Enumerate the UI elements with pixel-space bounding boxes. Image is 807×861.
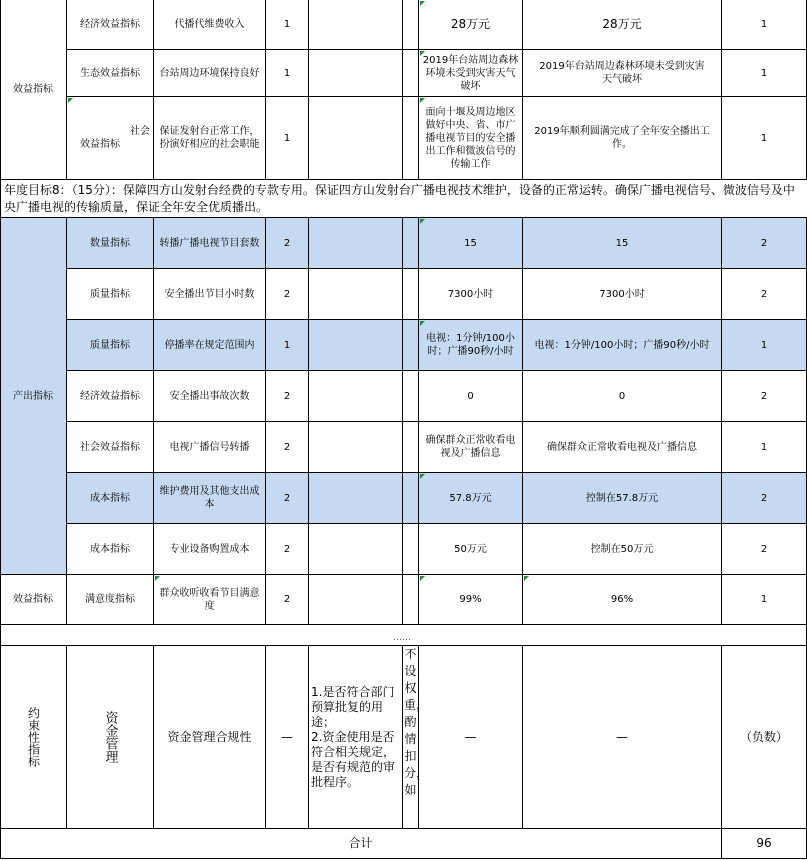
target-value: 0 bbox=[467, 390, 474, 402]
annual-goal-8[interactable] bbox=[0, 180, 807, 218]
indicator-cell[interactable] bbox=[154, 0, 266, 50]
constraint-category-label: 约束性指标 bbox=[26, 707, 41, 767]
final-score-value: 1 bbox=[760, 132, 768, 144]
indicator-cell[interactable] bbox=[154, 473, 266, 524]
target-value: 电视：1分钟/100小时；广播90秒/小时 bbox=[426, 333, 515, 357]
final-score-value: 2 bbox=[760, 390, 768, 402]
score-cell[interactable] bbox=[266, 473, 309, 524]
actual-value: 15 bbox=[615, 237, 629, 249]
sub-indicator-label: 满意度指标 bbox=[85, 594, 135, 605]
score-cell[interactable] bbox=[266, 269, 309, 320]
target-cell[interactable] bbox=[419, 524, 523, 575]
final-score-value: 1 bbox=[760, 441, 768, 453]
score-cell[interactable] bbox=[266, 422, 309, 473]
actual-cell[interactable] bbox=[523, 0, 722, 50]
sub-indicator-cell[interactable] bbox=[67, 371, 154, 422]
comment-marker-icon bbox=[420, 98, 425, 103]
weight-cell[interactable] bbox=[403, 50, 419, 97]
comment-marker-icon bbox=[420, 1, 425, 6]
comment-marker-icon bbox=[420, 321, 425, 326]
score-value: 2 bbox=[283, 441, 291, 453]
criteria-cell[interactable] bbox=[309, 422, 403, 473]
final-score-cell[interactable] bbox=[722, 0, 807, 50]
sub-indicator-cell[interactable] bbox=[67, 97, 154, 180]
comment-marker-icon bbox=[420, 51, 425, 56]
weight-cell[interactable] bbox=[403, 218, 419, 269]
actual-value: 2019年顺利圆满完成了全年安全播出工作。 bbox=[534, 126, 710, 150]
target-value: 28万元 bbox=[450, 17, 491, 31]
indicator-cell[interactable] bbox=[154, 575, 266, 625]
constraint-weight-cell[interactable] bbox=[403, 646, 429, 829]
target-cell[interactable] bbox=[419, 269, 523, 320]
indicator-label: 维护费用及其他支出成本 bbox=[159, 486, 260, 510]
indicator-cell[interactable] bbox=[154, 524, 266, 575]
total-label-cell[interactable] bbox=[0, 829, 722, 859]
indicator-cell[interactable] bbox=[154, 269, 266, 320]
category-cell[interactable] bbox=[0, 575, 67, 625]
actual-cell[interactable] bbox=[523, 50, 722, 97]
final-score-value: 1 bbox=[760, 19, 768, 30]
category-cell[interactable] bbox=[0, 0, 67, 180]
score-cell[interactable] bbox=[266, 0, 309, 50]
target-value: 确保群众正常收看电视及广播信息 bbox=[425, 435, 516, 459]
final-score-value: 2 bbox=[760, 492, 768, 504]
sub-indicator-cell[interactable] bbox=[67, 422, 154, 473]
constraint-weight-text: 不设权重，酌情扣分，如 bbox=[404, 647, 429, 797]
constraint-final-cell[interactable] bbox=[722, 646, 807, 829]
criteria-cell[interactable] bbox=[309, 97, 403, 180]
table-left-border bbox=[0, 0, 1, 859]
score-cell[interactable] bbox=[266, 97, 309, 180]
sub-indicator-label: 成本指标 bbox=[90, 492, 130, 504]
indicator-cell[interactable] bbox=[154, 422, 266, 473]
final-score-cell[interactable] bbox=[722, 50, 807, 97]
constraint-criteria-cell[interactable] bbox=[309, 646, 403, 829]
constraint-score-value: — bbox=[281, 729, 293, 744]
weight-cell[interactable] bbox=[403, 422, 419, 473]
actual-value: 0 bbox=[618, 390, 626, 402]
category-label: 效益指标 bbox=[13, 594, 53, 605]
actual-cell[interactable] bbox=[523, 575, 722, 625]
category-label: 效益指标 bbox=[13, 84, 53, 95]
indicator-cell[interactable] bbox=[154, 371, 266, 422]
final-score-value: 2 bbox=[760, 543, 768, 555]
score-cell[interactable] bbox=[266, 320, 309, 371]
target-value: 50万元 bbox=[454, 543, 487, 555]
target-value: 99% bbox=[459, 594, 482, 605]
weight-cell[interactable] bbox=[403, 524, 419, 575]
actual-cell[interactable] bbox=[523, 422, 722, 473]
actual-value: 电视：1分钟/100小时；广播90秒/小时 bbox=[534, 339, 710, 351]
target-cell[interactable] bbox=[419, 97, 523, 180]
target-cell[interactable] bbox=[419, 320, 523, 371]
sub-indicator-label: 生态效益指标 bbox=[80, 67, 140, 79]
comment-marker-icon bbox=[524, 576, 529, 581]
indicator-label: 转播广播电视节目套数 bbox=[159, 237, 260, 249]
sub-indicator-cell[interactable] bbox=[67, 50, 154, 97]
indicator-label: 台站周边环境保持良好 bbox=[159, 67, 260, 79]
criteria-cell[interactable] bbox=[309, 320, 403, 371]
constraint-score-cell[interactable] bbox=[266, 646, 309, 829]
constraint-sub-cell[interactable] bbox=[67, 646, 154, 829]
sub-indicator-cell[interactable] bbox=[67, 473, 154, 524]
actual-value: 控制在50万元 bbox=[590, 543, 654, 555]
sub-indicator-label: 质量指标 bbox=[90, 288, 130, 300]
criteria-cell[interactable] bbox=[309, 575, 403, 625]
actual-cell[interactable] bbox=[523, 97, 722, 180]
constraint-target-cell[interactable] bbox=[419, 646, 523, 829]
weight-cell[interactable] bbox=[403, 0, 419, 50]
sub-indicator-cell[interactable] bbox=[67, 320, 154, 371]
final-score-cell[interactable] bbox=[722, 371, 807, 422]
indicator-cell[interactable] bbox=[154, 50, 266, 97]
comment-marker-icon bbox=[420, 219, 425, 224]
total-value: 96 bbox=[756, 836, 772, 850]
actual-value: 28万元 bbox=[602, 17, 642, 31]
actual-cell[interactable] bbox=[523, 473, 722, 524]
weight-cell[interactable] bbox=[403, 97, 419, 180]
comment-marker-icon bbox=[155, 576, 160, 581]
score-value: 1 bbox=[283, 339, 291, 351]
annual-goal-8-text: 年度目标8：（15分）：保障四方山发射台经费的专款专用。保证四方山发射台广播电视技术维护，设备的正常运转。确保广播电视信号、微波信号及中央广播电视的传输质量，保证全年安全优质播出。 bbox=[4, 183, 795, 214]
weight-cell[interactable] bbox=[403, 320, 419, 371]
final-score-cell[interactable] bbox=[722, 269, 807, 320]
target-cell[interactable] bbox=[419, 371, 523, 422]
total-label: 合计 bbox=[348, 836, 373, 850]
target-value: 7300小时 bbox=[447, 288, 494, 300]
score-value: 2 bbox=[283, 390, 291, 402]
sub-indicator-label-top: 社会 bbox=[130, 126, 150, 137]
constraint-target-value: — bbox=[464, 729, 477, 744]
final-score-cell[interactable] bbox=[722, 575, 807, 625]
indicator-cell[interactable] bbox=[154, 320, 266, 371]
weight-cell[interactable] bbox=[403, 269, 419, 320]
target-value: 面向十堰及周边地区做好中央、省、市广播电视节目的安全播出工作和微波信号的传输工作 bbox=[425, 106, 516, 170]
score-cell[interactable] bbox=[266, 575, 309, 625]
sub-indicator-cell[interactable] bbox=[67, 218, 154, 269]
sub-indicator-cell[interactable] bbox=[67, 269, 154, 320]
weight-cell[interactable] bbox=[403, 575, 419, 625]
final-score-cell[interactable] bbox=[722, 218, 807, 269]
target-value: 2019年台站周边森林环境未受到灾害天气破坏 bbox=[422, 54, 519, 92]
sub-indicator-cell[interactable] bbox=[67, 0, 154, 50]
sub-indicator-cell[interactable] bbox=[67, 575, 154, 625]
target-value: 15 bbox=[464, 237, 477, 249]
score-value: 1 bbox=[283, 19, 291, 30]
indicator-label: 代播代维费收入 bbox=[174, 19, 245, 30]
sub-indicator-label: 经济效益指标 bbox=[80, 19, 140, 30]
score-cell[interactable] bbox=[266, 50, 309, 97]
score-cell[interactable] bbox=[266, 524, 309, 575]
actual-cell[interactable] bbox=[523, 524, 722, 575]
sub-indicator-label-bottom: 效益指标 bbox=[80, 139, 120, 150]
indicator-label: 停播率在规定范围内 bbox=[164, 339, 255, 351]
actual-value: 确保群众正常收看电视及广播信息 bbox=[547, 441, 697, 453]
final-score-cell[interactable] bbox=[722, 524, 807, 575]
weight-cell[interactable] bbox=[403, 473, 419, 524]
sub-indicator-label: 成本指标 bbox=[90, 543, 130, 555]
score-value: 1 bbox=[283, 67, 291, 79]
score-cell[interactable] bbox=[266, 371, 309, 422]
criteria-cell[interactable] bbox=[309, 0, 403, 50]
criteria-cell[interactable] bbox=[309, 269, 403, 320]
comment-marker-icon bbox=[68, 98, 73, 103]
final-score-value: 1 bbox=[760, 67, 768, 79]
criteria-cell[interactable] bbox=[309, 524, 403, 575]
constraint-criteria-text: 1.是否符合部门预算批复的用途； 2.资金使用是否符合相关规定，是否有规范的审批程序。 bbox=[311, 684, 396, 789]
constraint-indicator-label: 资金管理合规性 bbox=[167, 729, 252, 744]
score-cell[interactable] bbox=[266, 218, 309, 269]
indicator-label: 群众收听收看节目满意度 bbox=[159, 587, 260, 612]
indicator-label: 安全播出节目小时数 bbox=[164, 288, 255, 300]
constraint-sub-label: 资金管理 bbox=[102, 711, 118, 763]
final-score-cell[interactable] bbox=[722, 320, 807, 371]
indicator-cell[interactable] bbox=[154, 97, 266, 180]
sub-indicator-label: 经济效益指标 bbox=[80, 390, 140, 402]
final-score-cell[interactable] bbox=[722, 473, 807, 524]
final-score-value: 2 bbox=[760, 237, 768, 249]
target-cell[interactable] bbox=[419, 422, 523, 473]
indicator-label: 电视广播信号转播 bbox=[169, 441, 250, 453]
score-value: 2 bbox=[283, 594, 291, 605]
sub-indicator-cell[interactable] bbox=[67, 524, 154, 575]
indicator-label: 安全播出事故次数 bbox=[169, 390, 250, 402]
score-value: 2 bbox=[283, 543, 291, 555]
category-label: 产出指标 bbox=[13, 390, 53, 402]
score-value: 2 bbox=[283, 288, 291, 300]
actual-cell[interactable] bbox=[523, 218, 722, 269]
actual-value: 96% bbox=[610, 594, 634, 605]
actual-value: 控制在57.8万元 bbox=[585, 492, 659, 504]
constraint-indicator-cell[interactable] bbox=[154, 646, 266, 829]
total-value-cell[interactable] bbox=[722, 829, 807, 859]
constraint-final-value: （负数） bbox=[739, 729, 788, 744]
target-cell[interactable] bbox=[419, 0, 523, 50]
score-value: 2 bbox=[283, 237, 291, 249]
target-cell[interactable] bbox=[419, 218, 523, 269]
indicator-cell[interactable] bbox=[154, 218, 266, 269]
actual-value: 7300小时 bbox=[599, 288, 645, 300]
constraint-actual-cell[interactable] bbox=[523, 646, 722, 829]
criteria-cell[interactable] bbox=[309, 473, 403, 524]
actual-cell[interactable] bbox=[523, 320, 722, 371]
category-cell[interactable] bbox=[0, 218, 67, 575]
target-cell[interactable] bbox=[419, 575, 523, 625]
sub-indicator-label: 质量指标 bbox=[90, 339, 130, 351]
score-value: 2 bbox=[283, 492, 291, 504]
score-value: 1 bbox=[283, 132, 291, 144]
target-cell[interactable] bbox=[419, 473, 523, 524]
actual-cell[interactable] bbox=[523, 371, 722, 422]
final-score-cell[interactable] bbox=[722, 97, 807, 180]
constraint-actual-value: — bbox=[616, 729, 628, 744]
indicator-label: 保证发射台正常工作，扮演好相应的社会职能 bbox=[159, 126, 260, 150]
comment-marker-icon bbox=[420, 474, 425, 479]
target-value: 57.8万元 bbox=[449, 492, 492, 504]
actual-value: 2019年台站周边森林环境未受到灾害天气破坏 bbox=[539, 61, 705, 85]
indicator-label: 专业设备购置成本 bbox=[169, 543, 250, 555]
sub-indicator-label: 社会效益指标 bbox=[80, 441, 140, 453]
criteria-cell[interactable] bbox=[309, 218, 403, 269]
final-score-value: 2 bbox=[760, 288, 768, 300]
criteria-cell[interactable] bbox=[309, 371, 403, 422]
weight-cell[interactable] bbox=[403, 371, 419, 422]
final-score-value: 1 bbox=[760, 339, 768, 351]
criteria-cell[interactable] bbox=[309, 50, 403, 97]
comment-marker-icon bbox=[420, 576, 425, 581]
target-cell[interactable] bbox=[419, 50, 523, 97]
ellipsis-text: …… bbox=[393, 633, 411, 643]
final-score-value: 1 bbox=[760, 594, 768, 605]
sub-indicator-label: 数量指标 bbox=[90, 237, 130, 249]
actual-cell[interactable] bbox=[523, 269, 722, 320]
final-score-cell[interactable] bbox=[722, 422, 807, 473]
constraint-category-cell[interactable] bbox=[0, 646, 67, 829]
